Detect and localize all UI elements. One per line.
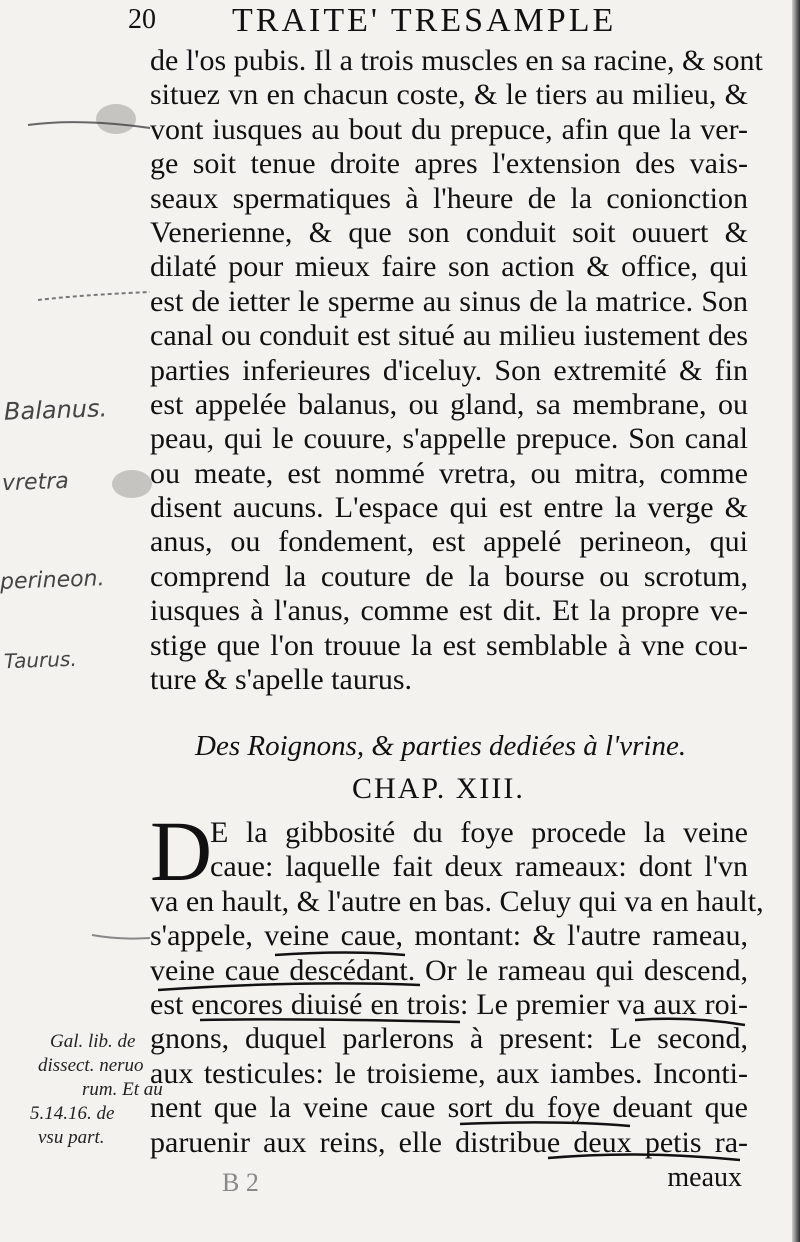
text-line: est appelée balanus, ou gland, sa membrane, ou: [150, 387, 748, 421]
text-line: iusques à l'anus, comme est dit. Et la propre ve-: [150, 594, 748, 628]
text-line: veine caue descédant. Or le rameau qui descend,: [150, 953, 748, 987]
drop-cap: D: [150, 803, 213, 899]
handwritten-note: perineon.: [0, 566, 105, 595]
text-line: anus, ou fondement, est appelé perineon, qui: [150, 525, 748, 559]
chapter-number: CHAP. XIII.: [352, 772, 525, 805]
body-text: [150, 44, 763, 697]
signature-mark: B 2: [222, 1168, 259, 1197]
handwritten-note: vretra: [1, 468, 70, 497]
chapter-body: [150, 816, 764, 1160]
text-line: parties inferieures d'iceluy. Son extremité & fin: [150, 353, 748, 387]
citation-line: rum. Et au: [82, 1079, 163, 1100]
text-line: gnons, duquel parlerons à present: Le second,: [150, 1022, 748, 1056]
citation-line: Gal. lib. de: [50, 1031, 136, 1052]
page-edge-shadow: [792, 0, 800, 1242]
text-line: stige que l'on trouue la est semblable à vne cou-: [150, 628, 748, 662]
margin-citation: [26, 1030, 163, 1150]
text-line: vont iusques au bout du prepuce, afin que la ver-: [150, 112, 748, 146]
chapter-title: Des Roignons, & parties dediées à l'vrine.: [195, 730, 687, 762]
handwritten-note: Balanus.: [3, 394, 108, 426]
text-line: dilaté pour mieux faire son action & office, qui: [150, 250, 748, 284]
margin-scribble: [38, 292, 150, 300]
citation-line: dissect. neruo: [38, 1055, 144, 1076]
running-head: TRAITE' TRESAMPLE: [232, 2, 617, 39]
ink-smudge: [112, 470, 152, 498]
text-line: caue: laquelle fait deux rameaux: dont l'vn: [210, 850, 748, 884]
text-line: ge soit tenue droite apres l'extension des vais-: [150, 147, 748, 181]
text-line: aux testicules: le troisieme, aux iambes. Inconti-: [150, 1056, 748, 1090]
text-line: seaux spermatiques à l'heure de la conionction: [150, 181, 748, 215]
page-number: 20: [128, 4, 156, 35]
citation-line: 5.14.16. de: [30, 1103, 115, 1124]
text-line: disent aucuns. L'espace qui est entre la verge &: [150, 491, 748, 525]
text-line: peau, qui le couure, s'appelle prepuce. Son canal: [150, 422, 748, 456]
text-line: Venerienne, & que son conduit soit ouuert &: [150, 215, 748, 249]
text-line: nent que la veine caue sort du foye deuant que: [150, 1091, 748, 1125]
text-line: canal ou conduit est situé au milieu iustement des: [150, 319, 748, 353]
text-line: ture & s'apelle taurus.: [150, 663, 412, 697]
handwritten-note: Taurus.: [3, 646, 78, 674]
text-line: E la gibbosité du foye procede la veine: [210, 816, 748, 849]
ink-smudge: [96, 104, 136, 134]
margin-scribble: [92, 935, 150, 939]
page-header: [128, 2, 668, 42]
text-line: s'appele, veine caue, montant: & l'autre rameau,: [150, 919, 748, 953]
catchword: meaux: [667, 1162, 742, 1193]
text-line: va en hault, & l'autre en bas. Celuy qui va en hault,: [150, 884, 764, 918]
text-line: est de ietter le sperme au sinus de la matrice. Son: [150, 284, 748, 318]
citation-line: vsu part.: [38, 1127, 105, 1148]
text-line: de l'os pubis. Il a trois muscles en sa racine, & sont: [150, 44, 763, 77]
text-line: ou meate, est nommé vretra, ou mitra, comme: [150, 456, 748, 490]
text-line: situez vn en chacun coste, & le tiers au milieu, &: [150, 78, 748, 112]
text-line: paruenir aux reins, elle distribue deux petis ra-: [150, 1125, 748, 1159]
text-line: comprend la couture de la bourse ou scrotum,: [150, 559, 748, 593]
text-line: est encores diuisé en trois: Le premier va aux roi-: [150, 987, 748, 1021]
